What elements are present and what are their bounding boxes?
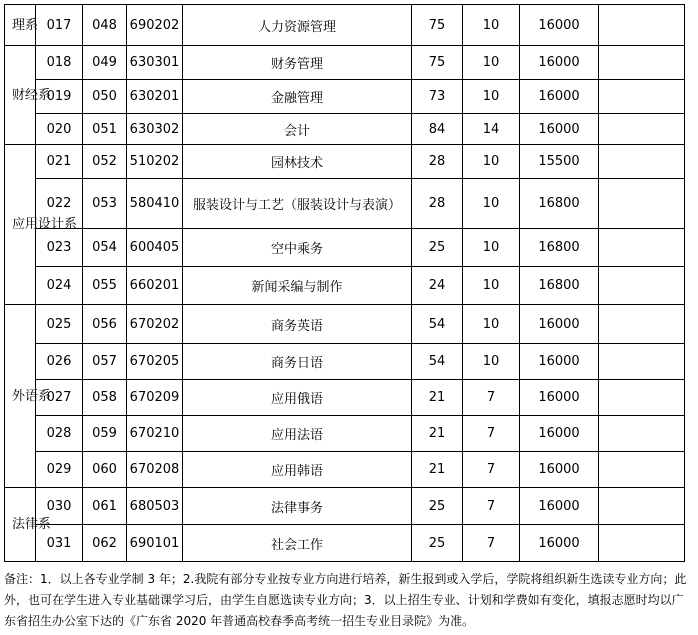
seq-cell: 020 — [36, 114, 83, 145]
count-b-cell: 10 — [463, 5, 520, 46]
department-cell — [5, 305, 52, 488]
seq-cell: 024 — [36, 267, 83, 305]
count-a-cell: 75 — [412, 5, 463, 46]
seq-cell: 025 — [36, 305, 83, 344]
seq-cell: 018 — [36, 46, 83, 80]
count-a-cell: 54 — [412, 344, 463, 380]
major-name-cell: 社会工作 — [183, 525, 412, 562]
department-cell — [5, 488, 52, 562]
table-row — [5, 145, 685, 179]
table-row — [5, 416, 685, 452]
empty-cell — [599, 380, 685, 416]
empty-cell — [599, 488, 685, 525]
tuition-cell: 16000 — [520, 525, 599, 562]
tuition-cell: 16000 — [520, 5, 599, 46]
code-cell: 055 — [83, 267, 127, 305]
empty-cell — [599, 525, 685, 562]
table-row — [5, 179, 685, 229]
major-name-cell: 新闻采编与制作 — [183, 267, 412, 305]
code-cell: 062 — [83, 525, 127, 562]
code-cell: 053 — [83, 179, 127, 229]
count-a-cell: 73 — [412, 80, 463, 114]
code-cell: 052 — [83, 145, 127, 179]
tuition-cell: 16000 — [520, 46, 599, 80]
count-b-cell: 7 — [463, 452, 520, 488]
table-row — [5, 114, 685, 145]
table-row — [5, 344, 685, 380]
table-row — [5, 5, 685, 46]
tuition-cell: 16000 — [520, 305, 599, 344]
major-code-cell: 690202 — [127, 5, 183, 46]
tuition-cell: 16000 — [520, 380, 599, 416]
tuition-cell: 16000 — [520, 80, 599, 114]
seq-cell: 027 — [36, 380, 83, 416]
empty-cell — [599, 267, 685, 305]
tuition-cell: 16800 — [520, 179, 599, 229]
major-name-cell: 商务英语 — [183, 305, 412, 344]
count-b-cell: 10 — [463, 267, 520, 305]
major-code-cell: 670209 — [127, 380, 183, 416]
table-row — [5, 46, 685, 80]
tuition-cell: 16000 — [520, 114, 599, 145]
major-name-cell: 应用法语 — [183, 416, 412, 452]
table-row — [5, 229, 685, 267]
count-b-cell: 14 — [463, 114, 520, 145]
count-a-cell: 28 — [412, 145, 463, 179]
department-name: 理系 — [12, 17, 39, 33]
count-a-cell: 21 — [412, 416, 463, 452]
table-row — [5, 452, 685, 488]
count-b-cell: 10 — [463, 305, 520, 344]
seq-cell: 023 — [36, 229, 83, 267]
major-code-cell: 660201 — [127, 267, 183, 305]
major-name-cell: 应用韩语 — [183, 452, 412, 488]
empty-cell — [599, 114, 685, 145]
table-row — [5, 80, 685, 114]
major-code-cell: 580410 — [127, 179, 183, 229]
table-row — [5, 267, 685, 305]
count-a-cell: 24 — [412, 267, 463, 305]
tuition-cell: 16800 — [520, 267, 599, 305]
department-name: 外语系 — [12, 388, 52, 404]
major-code-cell: 670208 — [127, 452, 183, 488]
table-body — [5, 5, 685, 562]
major-name-cell: 法律事务 — [183, 488, 412, 525]
count-b-cell: 10 — [463, 46, 520, 80]
tuition-cell: 16000 — [520, 416, 599, 452]
count-b-cell: 7 — [463, 380, 520, 416]
empty-cell — [599, 416, 685, 452]
seq-cell: 019 — [36, 80, 83, 114]
table-row — [5, 525, 685, 562]
major-plan-table — [4, 4, 685, 562]
code-cell: 061 — [83, 488, 127, 525]
count-a-cell: 75 — [412, 46, 463, 80]
empty-cell — [599, 452, 685, 488]
table-row — [5, 380, 685, 416]
count-a-cell: 28 — [412, 179, 463, 229]
count-b-cell: 7 — [463, 488, 520, 525]
major-name-cell: 商务日语 — [183, 344, 412, 380]
major-code-cell: 670202 — [127, 305, 183, 344]
seq-cell: 029 — [36, 452, 83, 488]
tuition-cell: 16000 — [520, 452, 599, 488]
code-cell: 049 — [83, 46, 127, 80]
major-name-cell: 园林技术 — [183, 145, 412, 179]
seq-cell: 031 — [36, 525, 83, 562]
department-name: 财经系 — [12, 87, 52, 103]
major-code-cell: 670205 — [127, 344, 183, 380]
count-a-cell: 21 — [412, 380, 463, 416]
count-a-cell: 21 — [412, 452, 463, 488]
tuition-cell: 16000 — [520, 488, 599, 525]
count-a-cell: 25 — [412, 525, 463, 562]
seq-cell: 017 — [36, 5, 83, 46]
tuition-cell: 16000 — [520, 344, 599, 380]
count-b-cell: 10 — [463, 344, 520, 380]
count-b-cell: 7 — [463, 525, 520, 562]
tuition-cell: 16800 — [520, 229, 599, 267]
table-row — [5, 305, 685, 344]
code-cell: 056 — [83, 305, 127, 344]
code-cell: 050 — [83, 80, 127, 114]
major-name-cell: 服装设计与工艺（服装设计与表演） — [183, 179, 412, 229]
seq-cell: 028 — [36, 416, 83, 452]
count-a-cell: 25 — [412, 229, 463, 267]
table-row — [5, 488, 685, 525]
empty-cell — [599, 344, 685, 380]
count-b-cell: 10 — [463, 145, 520, 179]
code-cell: 048 — [83, 5, 127, 46]
code-cell: 060 — [83, 452, 127, 488]
major-code-cell: 630201 — [127, 80, 183, 114]
footnote: 备注：1．以上各专业学制 3 年；2.我院有部分专业按专业方向进行培养，新生报到或入学后，学院将组织新生选读专业方向；此外，也可在学生进入专业基础课学习后，由学生自愿选读专业方向；3．以上招生专业、计划和学费如有变化，填报志愿时均以广东省招生办公室下达的《广东省 2020 年普通高校春季高考统一招生专业目录院》为准。 — [4, 572, 687, 628]
count-a-cell: 54 — [412, 305, 463, 344]
major-name-cell: 金融管理 — [183, 80, 412, 114]
department-name: 应用设计系 — [12, 217, 78, 232]
seq-cell: 021 — [36, 145, 83, 179]
empty-cell — [599, 305, 685, 344]
empty-cell — [599, 5, 685, 46]
department-cell — [5, 5, 39, 46]
major-code-cell: 670210 — [127, 416, 183, 452]
seq-cell: 022 — [36, 179, 83, 229]
major-name-cell: 应用俄语 — [183, 380, 412, 416]
empty-cell — [599, 46, 685, 80]
code-cell: 058 — [83, 380, 127, 416]
empty-cell — [599, 229, 685, 267]
count-b-cell: 10 — [463, 229, 520, 267]
department-name: 法律系 — [12, 517, 52, 532]
major-name-cell: 人力资源管理 — [183, 5, 412, 46]
count-a-cell: 84 — [412, 114, 463, 145]
major-name-cell: 会计 — [183, 114, 412, 145]
count-b-cell: 10 — [463, 179, 520, 229]
seq-cell: 026 — [36, 344, 83, 380]
count-a-cell: 25 — [412, 488, 463, 525]
seq-cell: 030 — [36, 488, 83, 525]
empty-cell — [599, 179, 685, 229]
code-cell: 054 — [83, 229, 127, 267]
major-name-cell: 财务管理 — [183, 46, 412, 80]
empty-cell — [599, 145, 685, 179]
code-cell: 059 — [83, 416, 127, 452]
code-cell: 051 — [83, 114, 127, 145]
count-b-cell: 10 — [463, 80, 520, 114]
empty-cell — [599, 80, 685, 114]
code-cell: 057 — [83, 344, 127, 380]
major-code-cell: 680503 — [127, 488, 183, 525]
department-cell — [5, 46, 52, 145]
major-code-cell: 630301 — [127, 46, 183, 80]
major-name-cell: 空中乘务 — [183, 229, 412, 267]
tuition-cell: 15500 — [520, 145, 599, 179]
major-code-cell: 630302 — [127, 114, 183, 145]
major-code-cell: 510202 — [127, 145, 183, 179]
count-b-cell: 7 — [463, 416, 520, 452]
major-code-cell: 690101 — [127, 525, 183, 562]
major-code-cell: 600405 — [127, 229, 183, 267]
